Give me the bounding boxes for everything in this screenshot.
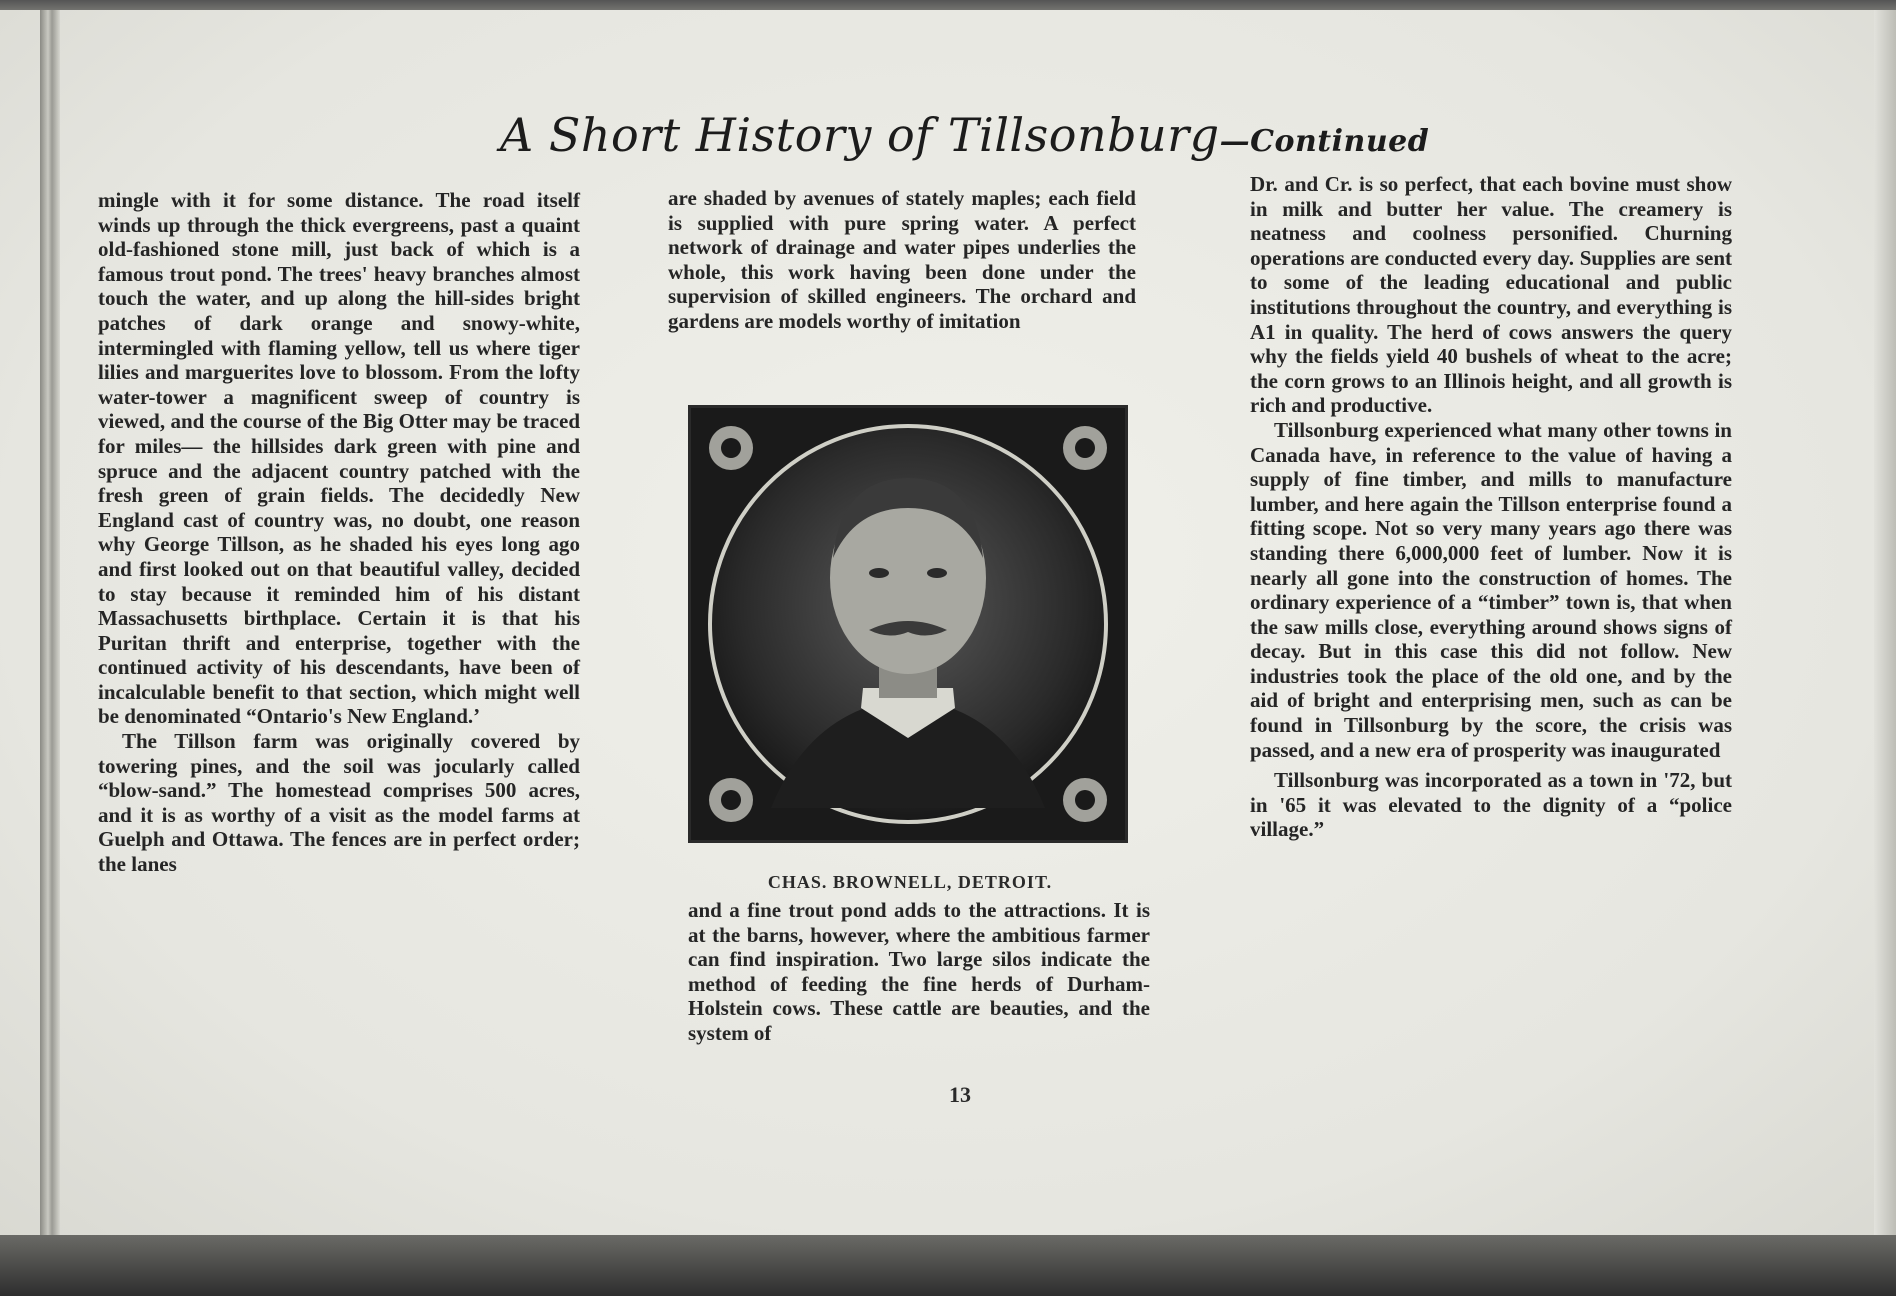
portrait-photo <box>688 405 1128 843</box>
paragraph: Tillsonburg experienced what many other towns in Canada have, in reference to the value of having a supply of fine timber, and mills to manufacture lumber, and here again the Tillson enterprise found a fitting scope. Not so very many years ago there was standing there 6,000,000 feet of lumber. Now it is nearly all gone into the construction of homes. The ordinary experience of a “timber” town is, that when the saw mills close, everything around shows signs of decay. But in this case this did not follow. New industries took the place of the old one, and by the aid of bright and enterprising men, such as can be found in Tillsonburg by the score, the crisis was passed, and a new era of prosperity was inaugurated <box>1250 417 1732 762</box>
title-continued: —Continued <box>1219 124 1430 159</box>
paragraph: The Tillson farm was originally covered by towering pines, and the soil was jocularly called “blow-sand.” The homestead comprises 500 acres, and it is as worthy of a visit as the model farms at Guelph and Ottawa. The fences are in perfect order; the lanes <box>98 729 580 877</box>
page-title <box>500 108 1430 162</box>
photo-caption: CHAS. BROWNELL, DETROIT. <box>767 872 1053 892</box>
scan-bottom-edge <box>0 1235 1896 1296</box>
text-column-middle-bottom <box>688 898 1150 1046</box>
page-right-edge <box>1874 10 1896 1235</box>
page-number: 13 <box>949 1082 971 1107</box>
paragraph: mingle with it for some distance. The road itself winds up through the thick evergreens, past a quaint old-fashioned stone mill, just back of which is a famous trout pond. The trees' heavy branches almost touch the water, and up along the hill-sides bright patches of dark orange and snowy-white, intermingled with flaming yellow, tell us where tiger lilies and marguerites love to blossom. From the lofty water-tower a magnificent sweep of country is viewed, and the course of the Big Otter may be traced for miles— the hillsides dark green with pine and spruce and the adjacent country patched with the fresh green of grain fields. The decidedly New England cast of country was, no doubt, one reason why George Tillson, as he shaded his eyes long ago and first looked out on that beautiful valley, decided to stay because it reminded him of his distant Massachusetts birthplace. Certain it is that his Puritan thrift and enterprise, together with the continued activity of his descendants, have been of incalculable benefit to that section, which might well be denominated “Ontario's New England.’ <box>98 188 580 729</box>
paragraph: and a fine trout pond adds to the attractions. It is at the barns, however, where the ambitious farmer can find inspiration. Two large silos indicate the method of feeding the fine herds of Durham-Holstein cows. These cattle are beauties, and the system of <box>688 898 1150 1045</box>
paragraph: Dr. and Cr. is so perfect, that each bovine must show in milk and butter her value. The creamery is neatness and coolness personified. Churning operations are conducted every day. Supplies are sent to some of the leading educational and public institutions throughout the country, and everything is A1 in quality. The herd of cows answers the query why the fields yield 40 bushels of wheat to the acre; the corn grows to an Illinois height, and all growth is rich and productive. <box>1250 172 1732 418</box>
paragraph: are shaded by avenues of stately maples; each field is supplied with pure spring water. A perfect network of drainage and water pipes underlies the whole, this work having been done under the supervision of skilled engineers. The orchard and gardens are models worthy of imitation <box>668 186 1136 333</box>
title-text: A Short History of Tillsonburg <box>500 108 1220 162</box>
text-column-middle-top <box>668 186 1136 334</box>
book-spine <box>40 10 60 1235</box>
paragraph: Tillsonburg was incorporated as a town in '72, but in '65 it was elevated to the dignity of a “police village.” <box>1250 768 1732 842</box>
text-column-left <box>98 188 580 877</box>
text-column-right <box>1250 172 1732 842</box>
